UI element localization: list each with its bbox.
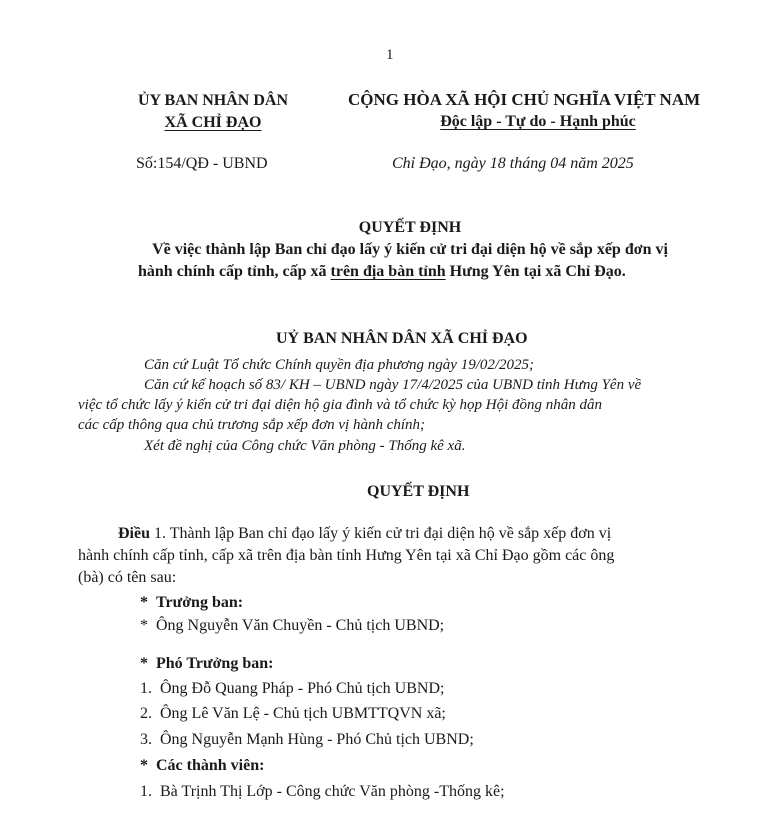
bullet-star: * <box>140 594 148 611</box>
basis-line5: Xét đề nghị của Công chức Văn phòng - Thống kê xã. <box>144 438 466 454</box>
deputy-section-title <box>140 655 273 673</box>
list-number: 2. <box>140 705 152 722</box>
document-number: Số:154/QĐ - UBND <box>136 155 268 172</box>
head-title: Trưởng ban: <box>156 594 244 611</box>
national-title: CỘNG HÒA XÃ HỘI CHỦ NGHĨA VIỆT NAM <box>348 90 701 109</box>
document-subject-line2 <box>138 263 626 281</box>
authority-heading: UỶ BAN NHÂN DÂN XÃ CHỈ ĐẠO <box>276 330 528 347</box>
list-item <box>140 731 474 749</box>
list-text: Ông Nguyễn Mạnh Hùng - Phó Chủ tịch UBND; <box>160 731 474 748</box>
list-number: 1. <box>140 680 152 697</box>
issuer-commune: XÃ CHỈ ĐẠO <box>164 114 262 131</box>
list-text: Ông Lê Văn Lệ - Chủ tịch UBMTTQVN xã; <box>160 705 446 722</box>
basis-line2: Căn cứ kế hoạch số 83/ KH – UBND ngày 17/4/2025 của UBND tỉnh Hưng Yên về <box>144 377 642 393</box>
subject-part-c: Hưng Yên tại xã Chỉ Đạo. <box>445 263 626 280</box>
basis-line3: việc tổ chức lấy ý kiến cử tri đại diện hộ gia đình và tổ chức kỳ họp Hội đồng nhân dân <box>78 397 602 413</box>
members-section-title <box>140 757 264 775</box>
members-title: Các thành viên: <box>156 757 265 774</box>
head-member <box>140 617 444 635</box>
decision-heading: QUYẾT ĐỊNH <box>367 483 470 500</box>
list-item <box>140 705 446 723</box>
list-number: 1. <box>140 783 152 800</box>
article1-line2: hành chính cấp tỉnh, cấp xã trên địa bàn tỉnh Hưng Yên tại xã Chỉ Đạo gồm các ông <box>78 547 615 564</box>
list-text: Bà Trịnh Thị Lớp - Công chức Văn phòng -Thống kê; <box>160 783 505 800</box>
head-member-text: Ông Nguyễn Văn Chuyền - Chủ tịch UBND; <box>156 617 445 634</box>
article1-line1 <box>118 525 611 543</box>
subject-part-a: hành chính cấp tỉnh, cấp xã <box>138 263 331 280</box>
article1-line1-text: 1. Thành lập Ban chỉ đạo lấy ý kiến cử tri đại diện hộ về sắp xếp đơn vị <box>150 525 612 542</box>
article-label: Điều <box>118 525 150 542</box>
bullet-star: * <box>140 757 148 774</box>
page-number: 1 <box>386 47 394 63</box>
issuer-name: ỦY BAN NHÂN DÂN <box>137 92 289 109</box>
deputy-title: Phó Trưởng ban: <box>156 655 274 672</box>
basis-line4: các cấp thông qua chủ trương sắp xếp đơn vị hành chính; <box>78 417 426 433</box>
bullet-star: * <box>140 655 148 672</box>
subject-part-underlined: trên địa bàn tỉnh <box>330 263 446 280</box>
document-title: QUYẾT ĐỊNH <box>358 219 462 236</box>
place-date: Chỉ Đạo, ngày 18 tháng 04 năm 2025 <box>392 155 634 172</box>
list-item <box>140 680 444 698</box>
article1-line3: (bà) có tên sau: <box>78 569 177 586</box>
bullet-star: * <box>140 617 148 634</box>
list-text: Ông Đỗ Quang Pháp - Phó Chủ tịch UBND; <box>160 680 445 697</box>
national-motto: Độc lập - Tự do - Hạnh phúc <box>440 113 636 130</box>
head-section-title <box>140 594 243 612</box>
document-subject-line1: Về việc thành lập Ban chỉ đạo lấy ý kiến cử tri đại diện hộ về sắp xếp đơn vị <box>152 241 668 258</box>
list-number: 3. <box>140 731 152 748</box>
basis-line1: Căn cứ Luật Tổ chức Chính quyền địa phương ngày 19/02/2025; <box>144 357 535 373</box>
list-item <box>140 783 505 801</box>
